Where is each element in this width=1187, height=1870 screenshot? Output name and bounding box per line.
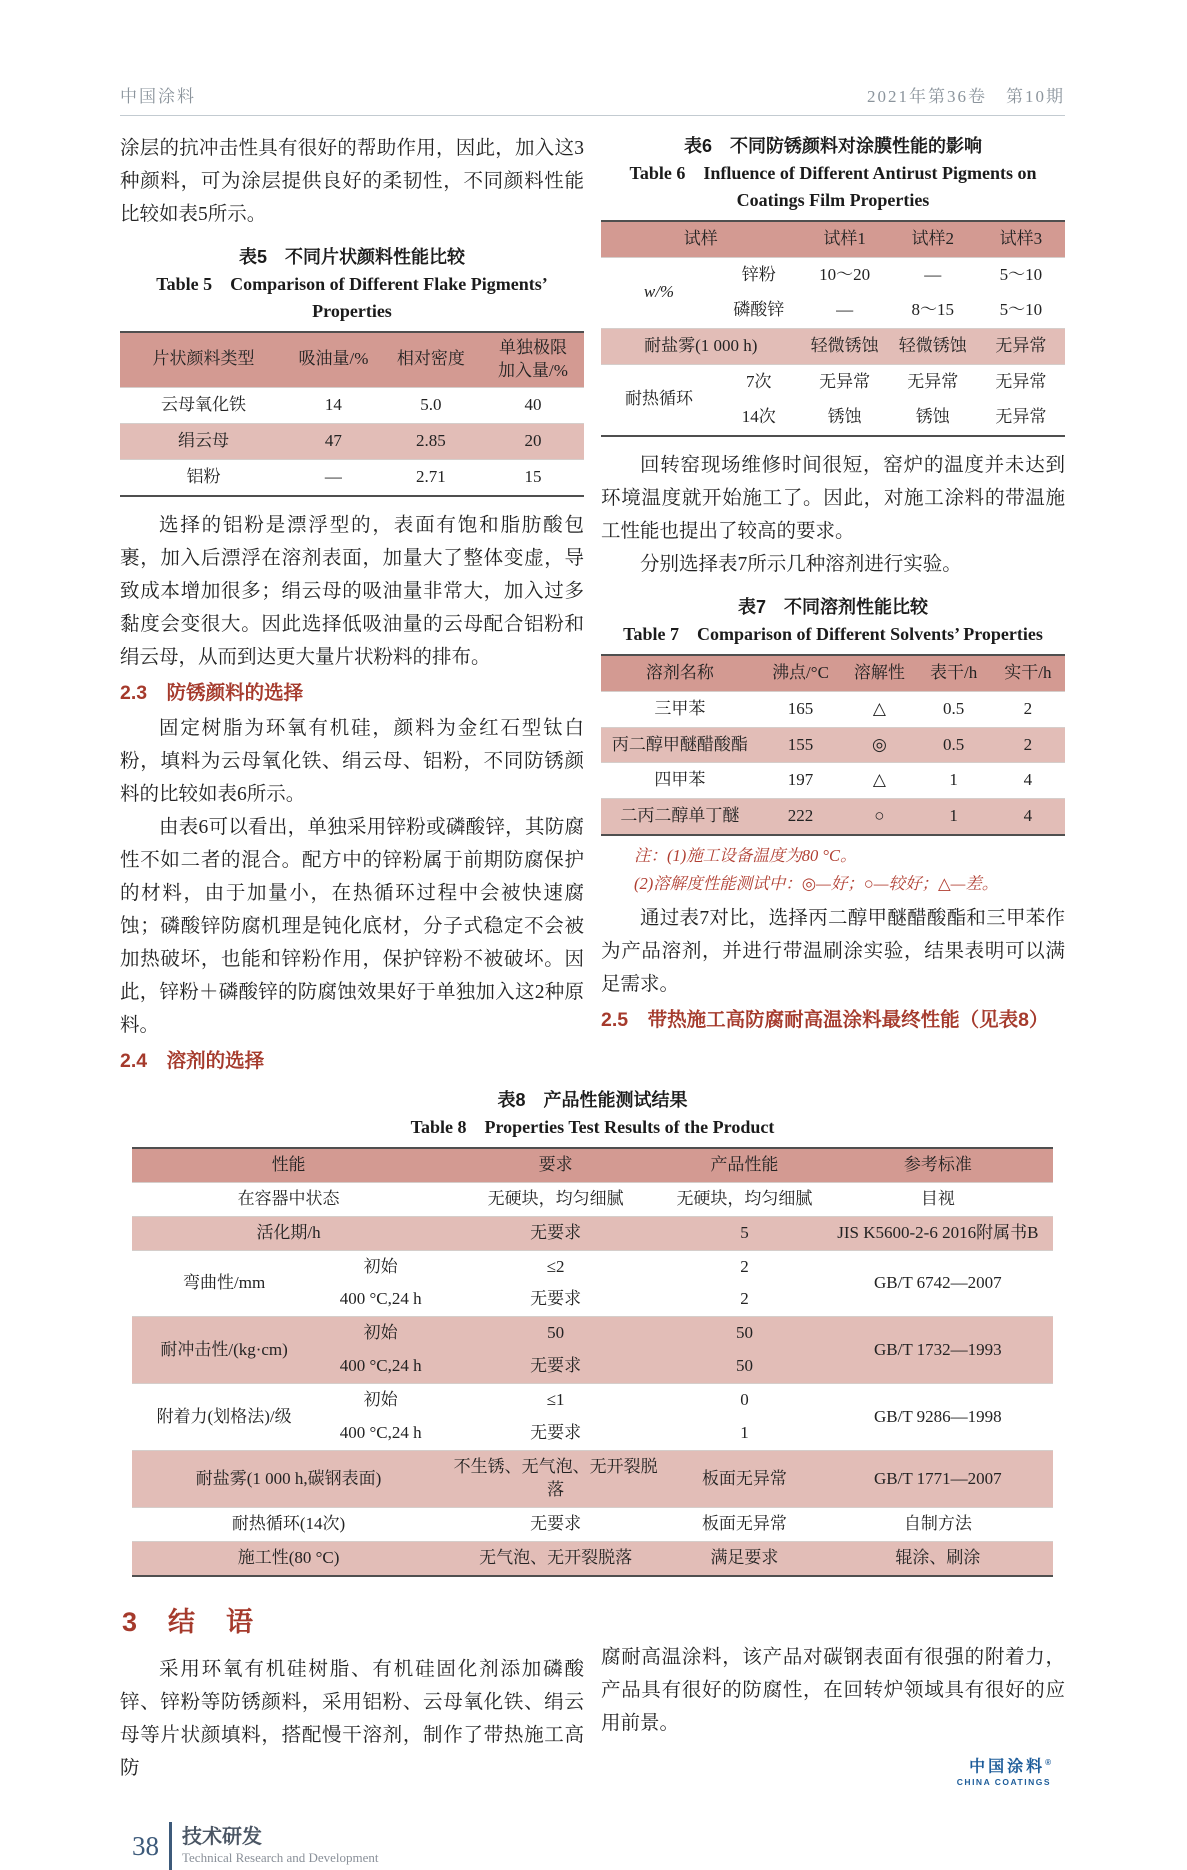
footer-divider — [169, 1822, 172, 1870]
cell: 产品性能 — [710, 1154, 779, 1174]
cell: 施工性(80 °C) — [132, 1541, 445, 1575]
page-footer — [132, 1822, 1065, 1870]
cell: 锈蚀 — [827, 406, 862, 426]
cell: 三甲苯 — [601, 691, 759, 727]
table8 — [132, 1147, 1053, 1577]
table7-caption-en: Table 7 Comparison of Different Solvents’ Properties — [623, 623, 1043, 644]
top-columns — [120, 132, 1065, 1080]
cell: 轻微锈蚀 — [801, 328, 889, 364]
right-column — [601, 132, 1065, 1080]
footer-section — [182, 1825, 379, 1867]
page-header — [120, 0, 1065, 116]
cell: 四甲苯 — [601, 763, 759, 799]
cell: GB/T 6742—2007 — [823, 1250, 1053, 1317]
cell: 无异常 — [889, 364, 977, 399]
cell: 222 — [759, 799, 843, 835]
cell: 无气泡、无开裂脱落 — [445, 1541, 666, 1575]
cell: 400 °C,24 h — [339, 1356, 422, 1376]
cell: △ — [842, 691, 916, 727]
bottom-right-column — [601, 1589, 1065, 1788]
issue-info: 2021年第36卷 第10期 — [867, 87, 1065, 106]
cell: 相对密度 — [396, 349, 465, 369]
cell: 要求 — [538, 1154, 573, 1174]
table-row — [132, 1317, 1053, 1350]
cell: 2 — [666, 1250, 823, 1283]
table-row — [120, 459, 584, 495]
cell: 绢云母 — [120, 423, 287, 459]
table6 — [601, 220, 1065, 437]
table-row — [132, 1250, 1053, 1283]
cell: 5.0 — [380, 387, 482, 423]
cell: 满足要求 — [666, 1541, 823, 1575]
cell: 耐热循环 — [601, 364, 717, 435]
cell: 8～15 — [911, 299, 954, 319]
cell: 性能 — [271, 1154, 306, 1174]
cell: 0.5 — [917, 691, 991, 727]
cell: 片状颜料类型 — [152, 349, 255, 369]
registered-mark: ® — [1045, 1757, 1051, 1767]
table-row — [132, 1384, 1053, 1417]
cell: 7次 — [717, 364, 801, 399]
cell: 无要求 — [530, 1423, 582, 1443]
cell: 初始 — [316, 1317, 445, 1350]
cell: 耐盐雾(1 000 h) — [601, 328, 801, 364]
cell: 沸点/°C — [772, 662, 829, 682]
table-header-row — [120, 332, 584, 387]
cell: 板面无异常 — [666, 1451, 823, 1508]
cell: 无异常 — [995, 406, 1047, 426]
cell: JIS K5600-2-6 2016附属书B — [823, 1216, 1053, 1250]
cell: 0.5 — [917, 727, 991, 763]
paragraph: 通过表7对比，选择丙二醇甲醚醋酸酯和三甲苯作为产品溶剂，并进行带温刷涂实验，结果表明可以满足需求。 — [601, 908, 1065, 996]
cell: 5～10 — [977, 257, 1065, 292]
cell: 无要求 — [445, 1508, 666, 1542]
table8-section — [132, 1086, 1053, 1577]
table8-caption-cn: 表8 产品性能测试结果 — [497, 1089, 688, 1110]
cell: 0 — [666, 1384, 823, 1417]
cell: 试样3 — [999, 229, 1043, 248]
table-row — [132, 1451, 1053, 1508]
cell: 实干/h — [1004, 662, 1052, 682]
cell: ◎ — [842, 727, 916, 763]
cell: 锈蚀 — [915, 406, 950, 426]
paragraph: 涂层的抗冲击性具有很好的帮助作用，因此，加入这3种颜料，可为涂层提供良好的柔韧性，不同颜料性能比较如表5所示。 — [120, 138, 584, 225]
section-heading-2-4: 2.4 溶剂的选择 — [120, 1049, 265, 1072]
cell: 试样1 — [823, 229, 866, 248]
cell: 二丙二醇单丁醚 — [601, 799, 759, 835]
table6-caption-en: Table 6 Influence of Different Antirust Pigments on Coatings Film Properties — [629, 163, 1037, 210]
table6-caption-cn: 表6 不同防锈颜料对涂膜性能的影响 — [683, 136, 982, 156]
cell: 活化期/h — [132, 1216, 445, 1250]
table-header-row — [601, 221, 1065, 257]
cell: 400 °C,24 h — [339, 1289, 422, 1309]
cell: 无硬块，均匀细腻 — [445, 1182, 666, 1216]
table-row — [601, 257, 1065, 292]
cell: 板面无异常 — [666, 1508, 823, 1542]
cell: 1 — [917, 763, 991, 799]
cell: 试样2 — [911, 229, 954, 248]
bottom-columns — [120, 1589, 1065, 1788]
cell: 耐冲击性/(kg·cm) — [132, 1317, 316, 1384]
table-row — [601, 799, 1065, 835]
cell: 耐盐雾(1 000 h,碳钢表面) — [132, 1451, 445, 1508]
cell: 磷酸锌 — [733, 299, 785, 319]
cell: 铝粉 — [120, 459, 287, 495]
cell: 初始 — [316, 1384, 445, 1417]
table5-caption-en: Table 5 Comparison of Different Flake Pigments’ Properties — [156, 274, 548, 321]
cell: 4 — [991, 763, 1065, 799]
cell: 无要求 — [445, 1216, 666, 1250]
cell: 2.85 — [380, 423, 482, 459]
bottom-left-column — [120, 1589, 584, 1788]
journal-name: 中国涂料 — [120, 87, 196, 106]
cell: 无要求 — [530, 1356, 582, 1376]
cell: 溶剂名称 — [645, 662, 714, 682]
section-heading-2-3: 2.3 防锈颜料的选择 — [120, 681, 304, 704]
cell: 附着力(划格法)/级 — [132, 1384, 316, 1451]
cell: 无要求 — [530, 1289, 582, 1309]
paragraph: 采用环氧有机硅树脂、有机硅固化剂添加磷酸锌、锌粉等防锈颜料，采用铝粉、云母氧化铁、绢云母等片状颜填料，搭配慢干溶剂，制作了带热施工高防 — [120, 1658, 584, 1779]
cell: 初始 — [316, 1250, 445, 1283]
table-row — [132, 1216, 1053, 1250]
cell: 无异常 — [801, 364, 889, 399]
table5 — [120, 331, 584, 497]
cell: 50 — [445, 1317, 666, 1350]
cell: 辊涂、刷涂 — [823, 1541, 1053, 1575]
cell: 155 — [759, 727, 843, 763]
cell: 400 °C,24 h — [339, 1423, 422, 1443]
table-row — [601, 727, 1065, 763]
cell: 丙二醇甲醚醋酸酯 — [601, 727, 759, 763]
cell: 无异常 — [977, 364, 1065, 399]
paragraph: 分别选择表7所示几种溶剂进行实验。 — [640, 553, 962, 575]
table-row — [120, 387, 584, 423]
footer-section-cn: 技术研发 — [182, 1826, 262, 1849]
table-row — [120, 423, 584, 459]
table7-caption-cn: 表7 不同溶剂性能比较 — [737, 596, 928, 617]
cell: 20 — [482, 423, 584, 459]
cell: 弯曲性/mm — [132, 1250, 316, 1317]
cell: 无硬块，均匀细腻 — [666, 1182, 823, 1216]
cell: 1 — [740, 1423, 749, 1443]
logo-text-en: CHINA COATINGS — [956, 1777, 1051, 1788]
paragraph: 回转窑现场维修时间很短，窑炉的温度并未达到环境温度就开始施工了。因此，对施工涂料的带温施工性能也提出了较高的要求。 — [601, 454, 1065, 542]
cell: 50 — [735, 1356, 753, 1376]
cell: 2 — [991, 691, 1065, 727]
logo-text-cn: 中国涂料® — [969, 1757, 1051, 1776]
cell: 50 — [666, 1317, 823, 1350]
table-row — [601, 691, 1065, 727]
cell: 4 — [991, 799, 1065, 835]
section-heading-2-5: 2.5 带热施工高防腐耐高温涂料最终性能（见表8） — [601, 1009, 1049, 1032]
table-header-row — [601, 655, 1065, 691]
cell: — — [836, 299, 854, 319]
cell: 轻微锈蚀 — [889, 328, 977, 364]
cell: 参考标准 — [903, 1154, 972, 1174]
table7-note-2: (2)溶解度性能测试中：◎—好；○—较好；△—差。 — [634, 874, 999, 894]
cell: 5～10 — [999, 299, 1043, 319]
cell: 15 — [482, 459, 584, 495]
cell: 无异常 — [977, 328, 1065, 364]
cell: 目视 — [823, 1182, 1053, 1216]
table-header-row — [132, 1148, 1053, 1182]
cell: GB/T 1732—1993 — [823, 1317, 1053, 1384]
cell: 锌粉 — [717, 257, 801, 292]
cell: 单独极限 加入量/% — [498, 338, 568, 380]
table-row — [132, 1508, 1053, 1542]
table8-caption-en: Table 8 Properties Test Results of the Product — [410, 1116, 775, 1137]
cell: 14 — [287, 387, 380, 423]
paragraph: 固定树脂为环氧有机硅，颜料为金红石型钛白粉，填料为云母氧化铁、绢云母、铝粉，不同防锈颜料的比较如表6所示。 — [120, 717, 584, 805]
cell: 溶解性 — [853, 662, 905, 682]
cell: — — [287, 459, 380, 495]
paragraph: 腐耐高温涂料，该产品对碳钢表面有很强的附着力，产品具有很好的防腐性，在回转炉领域具有很好的应用前景。 — [601, 1646, 1065, 1734]
cell: 不生锈、无气泡、无开裂脱落 — [445, 1451, 666, 1508]
cell: 197 — [759, 763, 843, 799]
page-number: 38 — [132, 1830, 159, 1861]
table7-note-1: 注：(1)施工设备温度为80 °C。 — [634, 846, 857, 866]
table7 — [601, 654, 1065, 837]
cell: 47 — [287, 423, 380, 459]
cell: 表干/h — [930, 662, 978, 682]
cell: — — [889, 257, 977, 292]
cell: 2 — [991, 727, 1065, 763]
cell: 耐热循环(14次) — [132, 1508, 445, 1542]
cell: △ — [842, 763, 916, 799]
cell: 40 — [482, 387, 584, 423]
china-coatings-logo — [601, 1754, 1065, 1788]
table-row — [601, 328, 1065, 364]
paragraph: 由表6可以看出，单独采用锌粉或磷酸锌，其防腐性不如二者的混合。配方中的锌粉属于前期防腐保护的材料，由于加量小，在热循环过程中会被快速腐蚀；磷酸锌防腐机理是钝化底材，分子式稳定不会被加热破坏，也能和锌粉作用，保护锌粉不被破坏。因此，锌粉＋磷酸锌的防腐蚀效果好于单独加入这2种原料。 — [120, 816, 584, 1036]
cell: ≤1 — [445, 1384, 666, 1417]
section-heading-3: 3 结 语 — [122, 1606, 256, 1637]
cell: 在容器中状态 — [132, 1182, 445, 1216]
table-row — [132, 1541, 1053, 1575]
cell: 吸油量/% — [298, 349, 369, 369]
table-row — [132, 1182, 1053, 1216]
cell: w/% — [601, 257, 717, 328]
cell: 165 — [759, 691, 843, 727]
cell: ○ — [842, 799, 916, 835]
paragraph: 选择的铝粉是漂浮型的，表面有饱和脂肪酸包裹，加入后漂浮在溶剂表面，加量大了整体变虚，导致成本增加很多；绢云母的吸油量非常大，加入过多黏度会变很大。因此选择低吸油量的云母配合铝粉和绢云母，从而到达更大量片状粉料的排布。 — [120, 514, 584, 668]
cell: 2.71 — [380, 459, 482, 495]
table5-caption-cn: 表5 不同片状颜料性能比较 — [238, 247, 465, 267]
cell: 2 — [740, 1289, 749, 1309]
cell: ≤2 — [445, 1250, 666, 1283]
footer-section-en: Technical Research and Development — [182, 1850, 379, 1866]
cell: GB/T 9286—1998 — [823, 1384, 1053, 1451]
cell: 5 — [666, 1216, 823, 1250]
cell: 试样 — [683, 229, 718, 248]
table-row — [601, 364, 1065, 399]
cell: 14次 — [741, 406, 776, 426]
cell: GB/T 1771—2007 — [823, 1451, 1053, 1508]
cell: 自制方法 — [823, 1508, 1053, 1542]
cell: 云母氧化铁 — [120, 387, 287, 423]
table-row — [601, 763, 1065, 799]
left-column — [120, 132, 584, 1080]
cell: 10～20 — [801, 257, 889, 292]
cell: 1 — [917, 799, 991, 835]
